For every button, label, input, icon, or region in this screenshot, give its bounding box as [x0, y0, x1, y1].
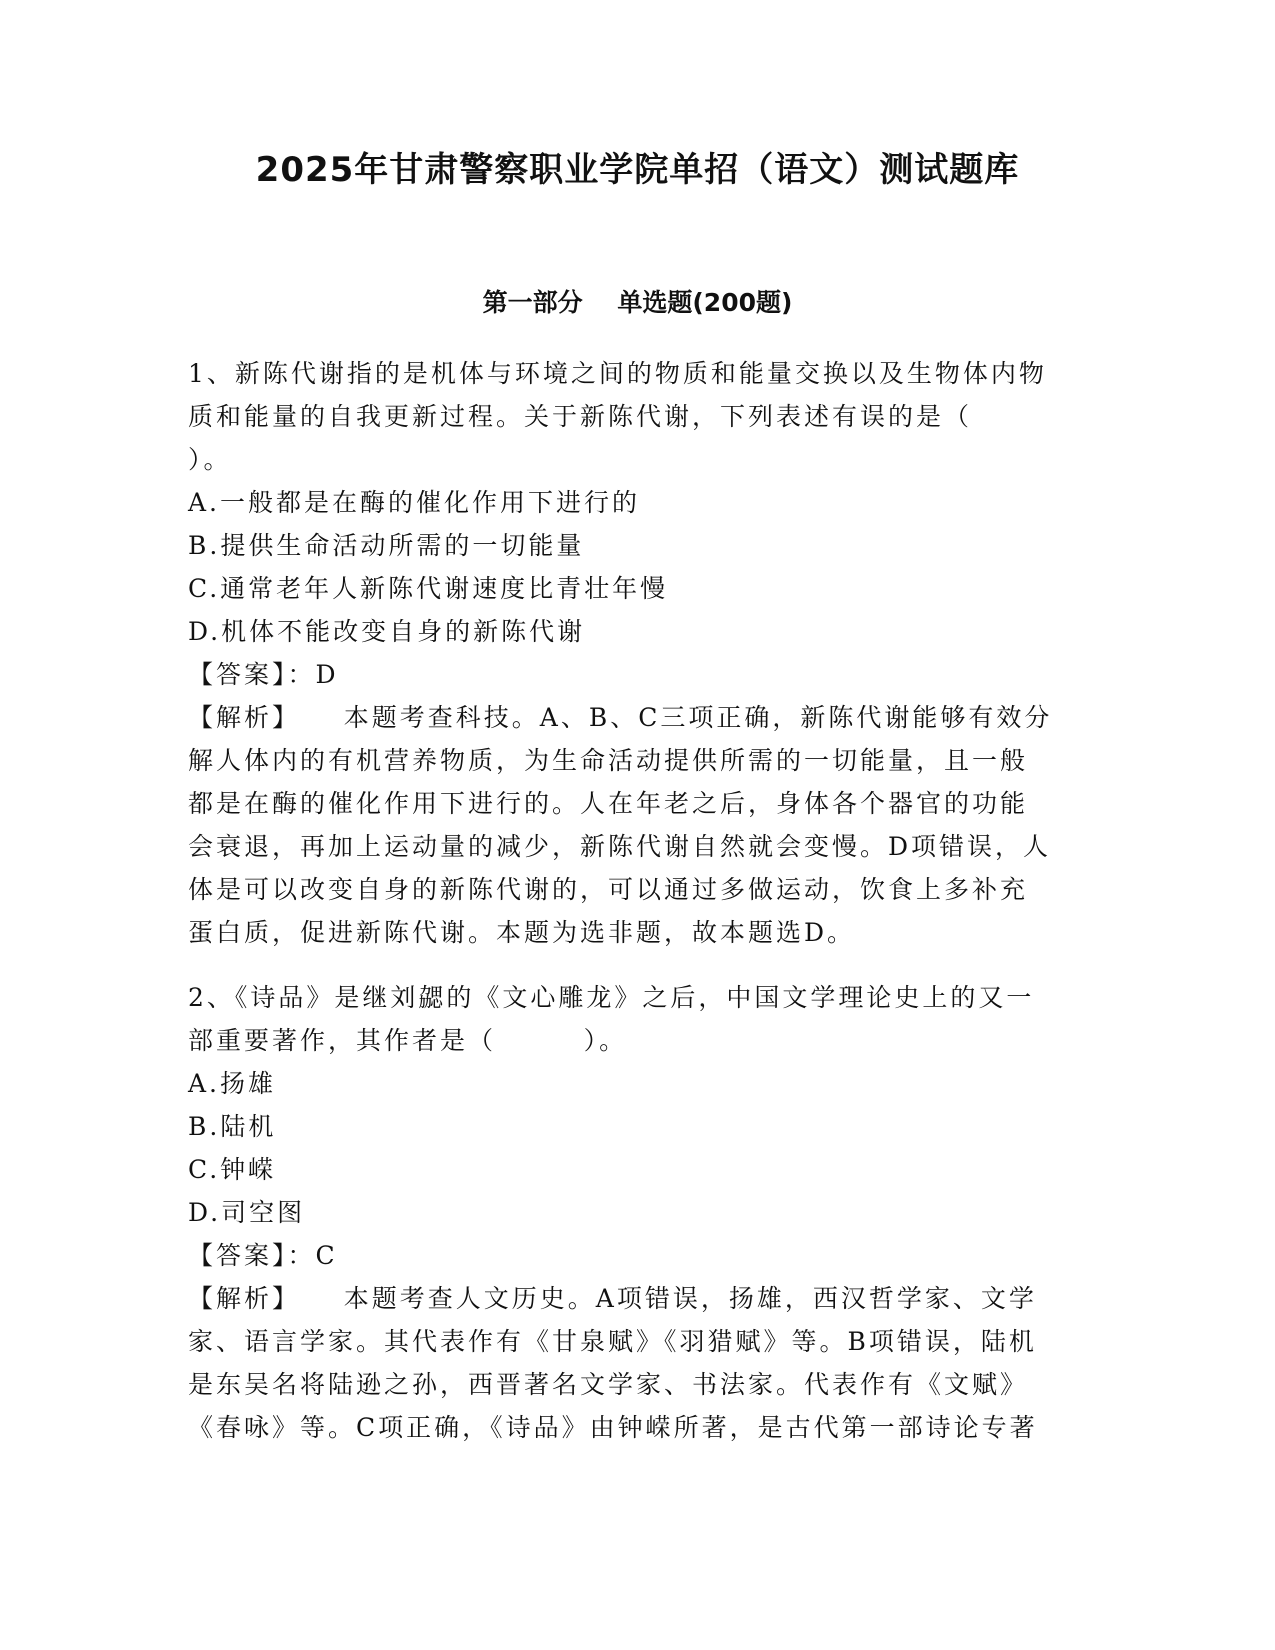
explanation-line: 【解析】 本题考查人文历史。A项错误，扬雄，西汉哲学家、文学	[188, 1284, 1037, 1313]
document-title: 2025年甘肃警察职业学院单招（语文）测试题库	[255, 150, 1020, 190]
explanation-line: 解人体内的有机营养物质，为生命活动提供所需的一切能量，且一般	[188, 746, 1029, 775]
option-d: D.机体不能改变自身的新陈代谢	[188, 617, 586, 646]
question-list	[188, 352, 1088, 1449]
question-item	[188, 976, 1088, 1449]
answer: 【答案】：D	[188, 660, 339, 689]
question-stem-line: 1、新陈代谢指的是机体与环境之间的物质和能量交换以及生物体内物	[188, 359, 1047, 388]
explanation-line: 体是可以改变自身的新陈代谢的，可以通过多做运动，饮食上多补充	[188, 875, 1029, 904]
question-stem-line: 部重要著作，其作者是（ ）。	[188, 1026, 628, 1055]
question-stem-line: 质和能量的自我更新过程。关于新陈代谢，下列表述有误的是（	[188, 402, 973, 431]
explanation-line: 《春咏》等。C项正确，《诗品》由钟嵘所著，是古代第一部诗论专著	[188, 1413, 1038, 1442]
question-spacer	[188, 954, 1088, 976]
explanation-line: 会衰退，再加上运动量的减少，新陈代谢自然就会变慢。D项错误，人	[188, 832, 1052, 861]
question-stem-line: ）。	[188, 445, 232, 474]
explanation-line: 都是在酶的催化作用下进行的。人在年老之后，身体各个器官的功能	[188, 789, 1029, 818]
option-a: A.扬雄	[188, 1069, 277, 1098]
option-b: B.陆机	[188, 1112, 277, 1141]
option-a: A.一般都是在酶的催化作用下进行的	[188, 488, 641, 517]
explanation-line: 蛋白质，促进新陈代谢。本题为选非题，故本题选D。	[188, 918, 856, 947]
question-item	[188, 352, 1088, 954]
explanation-line: 是东吴名将陆逊之孙，西晋著名文学家、书法家。代表作有《文赋》	[188, 1370, 1029, 1399]
section-title: 第一部分 单选题(200题)	[482, 288, 793, 317]
explanation-line: 家、语言学家。其代表作有《甘泉赋》《羽猎赋》等。B项错误，陆机	[188, 1327, 1037, 1356]
option-c: C.通常老年人新陈代谢速度比青壮年慢	[188, 574, 669, 603]
answer: 【答案】：C	[188, 1241, 338, 1270]
explanation-line: 【解析】 本题考查科技。A、B、C三项正确，新陈代谢能够有效分	[188, 703, 1053, 732]
option-d: D.司空图	[188, 1198, 306, 1227]
question-stem-line: 2、《诗品》是继刘勰的《文心雕龙》之后，中国文学理论史上的又一	[188, 983, 1035, 1012]
option-c: C.钟嵘	[188, 1155, 277, 1184]
option-b: B.提供生命活动所需的一切能量	[188, 531, 585, 560]
